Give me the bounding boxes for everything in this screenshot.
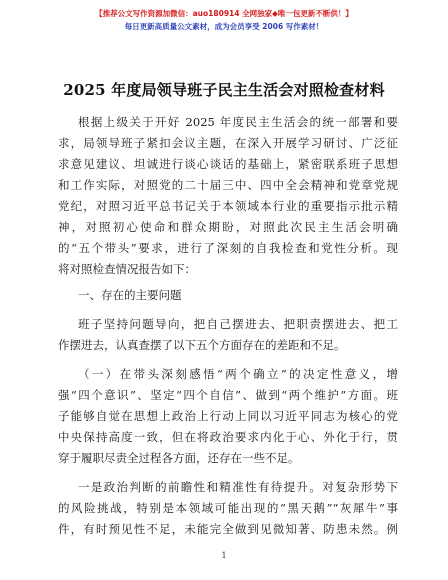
body-line: 穿于履职尽责全过程各方面，还存在一些不足。 — [58, 451, 300, 465]
page-number: 1 — [221, 551, 227, 560]
body-line: 中央保持高度一致，但在将政治要求内化于心、外化于行，贯 — [58, 430, 398, 444]
body-line: 求意见建议、坦诚进行谈心谈话的基础上，紧密联系班子思想 — [58, 157, 398, 171]
body-line: 求，局领导班子紧扣会议主题，在深入开展学习研讨、广泛征 — [58, 136, 398, 150]
promo-banner-line-2: 每日更新高质量公文素材，成为会员享受 2006 写作素材！ — [124, 22, 324, 31]
body-line: 班子坚持问题导向，把自己摆进去、把职责摆进去、把工 — [78, 317, 398, 331]
body-line: 强“四个意识”、坚定“四个自信”、做到“两个维护”方面。班 — [58, 388, 398, 402]
body-line: 的风险挑战，特别是本领域可能出现的“黑天鹅”“灰犀牛”事 — [58, 501, 398, 515]
body-line: 党纪，对照习近平总书记关于本领域本行业的重要指示批示精 — [58, 199, 398, 213]
body-line: 的“五个带头”要求，进行了深刻的自我检查和党性分析。现 — [58, 241, 398, 255]
promo-banner-line-1: 【推荐公文写作资源加微信：auo180914 全网独家◆唯一包更新不断供！】 — [95, 9, 353, 18]
body-line: 将对照检查情况报告如下： — [58, 262, 196, 276]
body-line: 和工作实际，对照党的二十届三中、四中全会精神和党章党规 — [58, 178, 398, 192]
section-heading: 一、存在的主要问题 — [78, 288, 182, 302]
document-title: 2025 年度局领导班子民主生活会对照检查材料 — [63, 81, 385, 99]
body-line: 子能够自觉在思想上政治上行动上同以习近平同志为核心的党 — [58, 409, 398, 423]
body-line: 神，对照初心使命和群众期盼，对照此次民主生活会明确 — [58, 220, 398, 234]
body-line: 作摆进去，认真查摆了以下五个方面存在的差距和不足。 — [58, 338, 346, 352]
body-line: 根据上级关于开好 2025 年度民主生活会的统一部署和要 — [78, 115, 398, 129]
body-line: 一是政治判断的前瞻性和精准性有待提升。对复杂形势下 — [78, 480, 398, 494]
subsection-heading: （一）在带头深刻感悟“两个确立”的决定性意义，增 — [78, 367, 398, 381]
body-line: 件，有时预见性不足，未能完全做到见微知著、防患未然。例 — [58, 522, 398, 536]
